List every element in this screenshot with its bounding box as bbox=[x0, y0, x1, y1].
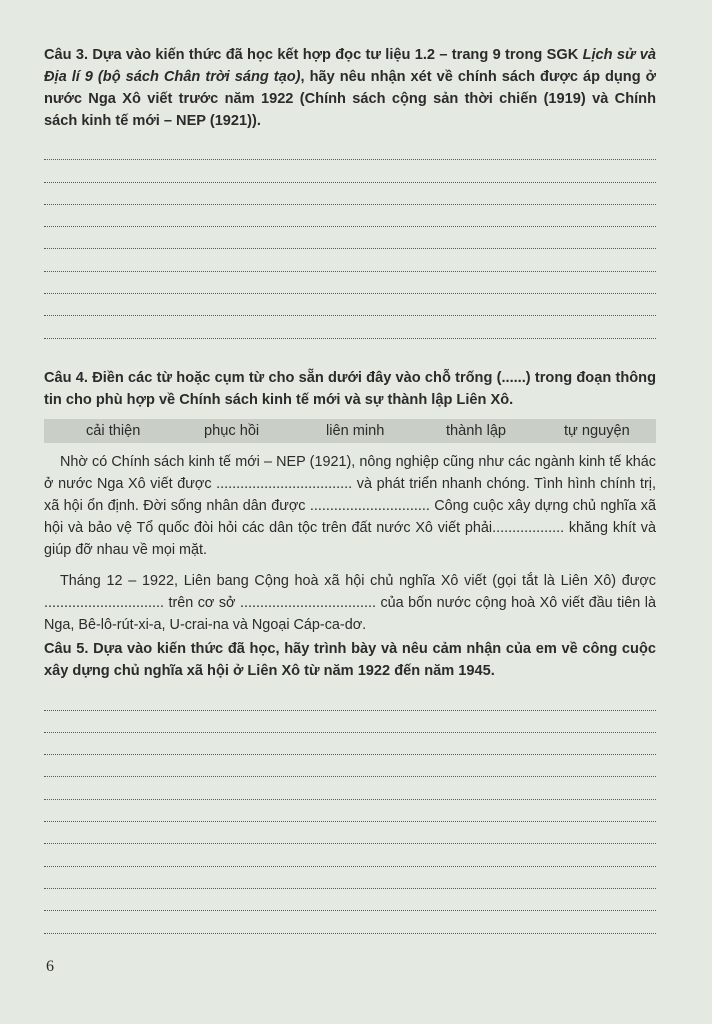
paragraph-text: Nhờ có Chính sách kinh tế mới – NEP (1921), nông nghiệp cũng như các ngành kinh tế khác ở nước Nga Xô viết được bbox=[44, 453, 656, 492]
answer-line[interactable] bbox=[44, 800, 656, 822]
answer-line[interactable] bbox=[44, 844, 656, 866]
question-5-title: Câu 5. Dựa vào kiến thức đã học, hãy trình bày và nêu cảm nhận của em về công cuộc xây dựng chủ nghĩa xã hội ở Liên Xô từ năm 1922 đến năm 1945. bbox=[44, 641, 656, 680]
page-number: 6 bbox=[46, 958, 54, 975]
answer-line[interactable] bbox=[44, 688, 656, 710]
question-3-book-title: Lịch sử và Địa lí 9 (bộ sách Chân trời sáng tạo) bbox=[44, 47, 656, 85]
answer-line[interactable] bbox=[44, 867, 656, 889]
fill-blank-4[interactable]: .............................. bbox=[44, 594, 164, 611]
answer-line[interactable] bbox=[44, 138, 656, 160]
answer-line[interactable] bbox=[44, 249, 656, 271]
paragraph-text: trên cơ sở bbox=[163, 594, 240, 611]
paragraph-text: của bốn nước cộng hoà Xô viết đầu tiên là Nga, Bê-lô-rút-xi-a, U-crai-na và Ngoại Cáp-ca-dơ. bbox=[44, 594, 656, 634]
question-3-answer-area[interactable] bbox=[44, 138, 656, 339]
fill-blank-2[interactable]: .............................. bbox=[309, 498, 430, 515]
answer-line[interactable] bbox=[44, 711, 656, 733]
answer-line[interactable] bbox=[44, 889, 656, 911]
answer-line[interactable] bbox=[44, 733, 656, 755]
word-bank-item: liên minh bbox=[326, 422, 385, 439]
paragraph-text: và phát triển nhanh chóng. Tình hình chính trị, xã hội ổn định. Đời sống nhân dân được bbox=[44, 475, 656, 515]
question-4-paragraph-1 bbox=[44, 451, 656, 562]
answer-line[interactable] bbox=[44, 205, 656, 227]
paragraph-text: Công cuộc xây dựng chủ nghĩa xã hội và bảo vệ Tổ quốc đòi hỏi các dân tộc trên đất nước Xô viết phải bbox=[44, 498, 657, 537]
question-4-title: Câu 4. Điền các từ hoặc cụm từ cho sẵn dưới đây vào chỗ trống (......) trong đoạn thông tin cho phù hợp về Chính sách kinh tế mới và sự thành lập Liên Xô. bbox=[44, 369, 656, 408]
answer-line[interactable] bbox=[44, 822, 656, 844]
question-3-title bbox=[44, 44, 656, 132]
answer-line[interactable] bbox=[44, 777, 656, 799]
question-4-paragraph-2 bbox=[44, 570, 656, 637]
question-3-label: Câu 3. bbox=[44, 47, 89, 63]
answer-line[interactable] bbox=[44, 272, 656, 294]
paragraph-text: Tháng 12 – 1922, Liên bang Cộng hoà xã hội chủ nghĩa Xô viết (gọi tắt là Liên Xô) được bbox=[60, 572, 656, 589]
question-5-answer-area[interactable] bbox=[44, 688, 656, 933]
answer-line[interactable] bbox=[44, 316, 656, 338]
fill-blank-3[interactable]: .................. bbox=[492, 520, 565, 537]
word-bank-item: thành lập bbox=[446, 422, 507, 439]
answer-line[interactable] bbox=[44, 911, 656, 933]
question-3-text-after: , hãy nêu nhận xét về chính sách được áp dụng ở nước Nga Xô viết trước năm 1922 (Chính sách cộng sản thời chiến (1919) và Chính sách kinh tế mới – NEP (1921)). bbox=[44, 69, 657, 129]
word-bank-item: cải thiện bbox=[86, 422, 141, 439]
fill-blank-5[interactable]: .................................. bbox=[240, 594, 376, 611]
fill-blank-1[interactable]: .................................. bbox=[216, 475, 353, 492]
answer-line[interactable] bbox=[44, 227, 656, 249]
paragraph-text: khăng khít và giúp đỡ nhau về mọi mặt. bbox=[44, 520, 656, 559]
page-content bbox=[44, 44, 656, 934]
word-bank-item: tự nguyện bbox=[564, 422, 630, 439]
answer-line[interactable] bbox=[44, 183, 656, 205]
word-bank bbox=[44, 419, 656, 443]
answer-line[interactable] bbox=[44, 755, 656, 777]
question-3-text-before: Dựa vào kiến thức đã học kết hợp đọc tư liệu 1.2 – trang 9 trong SGK bbox=[88, 47, 583, 63]
answer-line[interactable] bbox=[44, 294, 656, 316]
answer-line[interactable] bbox=[44, 160, 656, 182]
word-bank-item: phục hồi bbox=[204, 422, 260, 439]
